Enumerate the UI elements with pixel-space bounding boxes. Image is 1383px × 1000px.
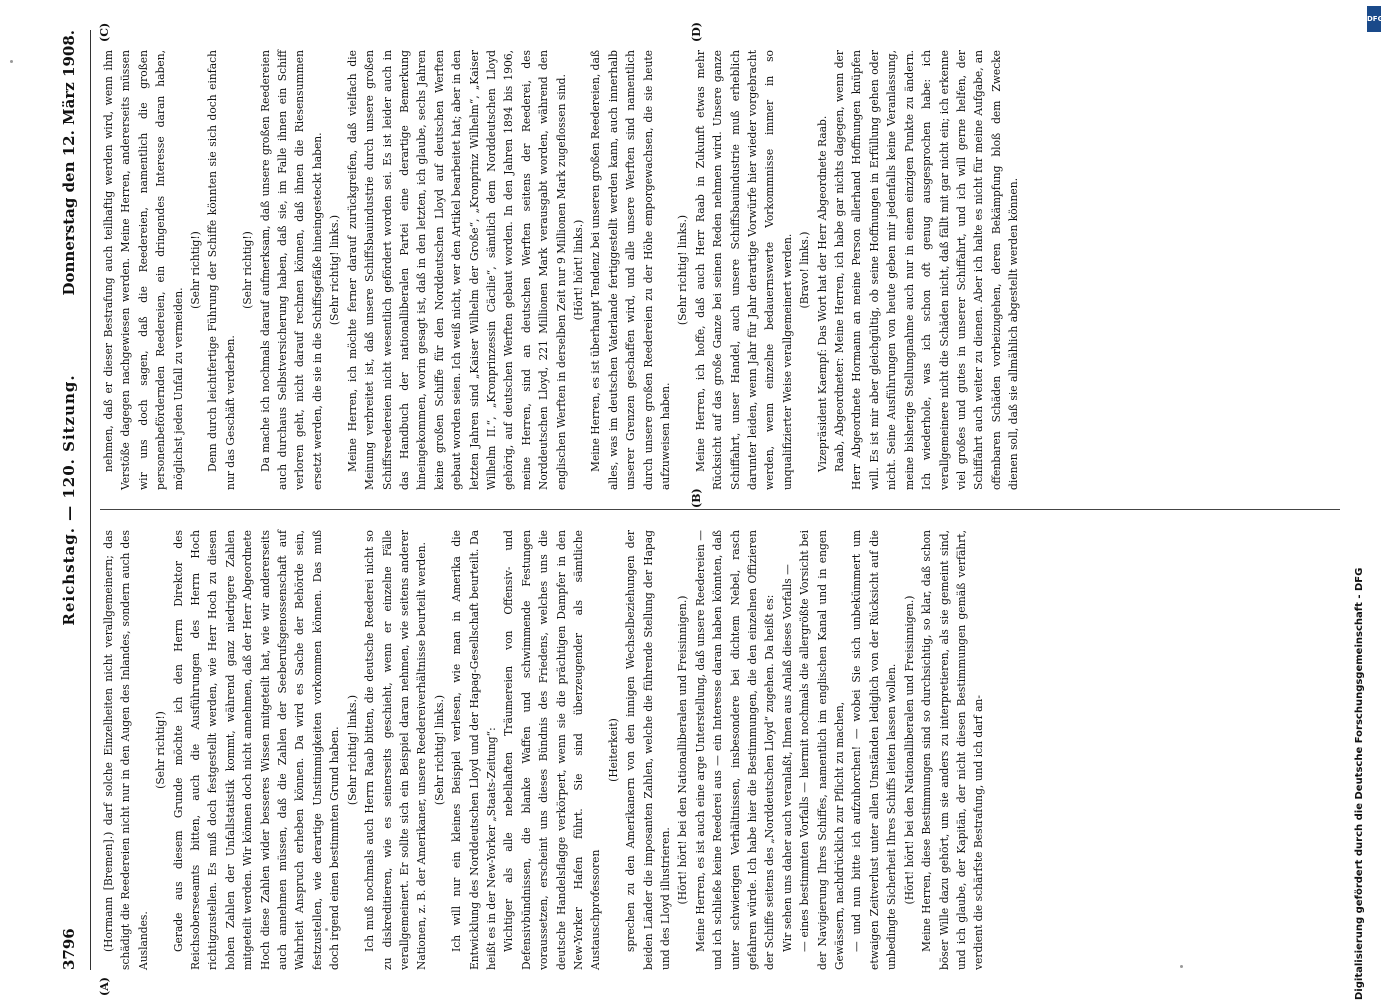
scan-speck: [325, 928, 328, 931]
digitization-footer: [1354, 10, 1376, 1000]
paragraph: — und nun bitte ich aufzuhorchen! — wobei Sie sich unbekümmert um etwaigen Zeitverlust unter allen Umständen lediglich von der Rücksicht auf die unbedingte Sicherheit Ihres Schiffs leiten lassen wollen.: [850, 530, 899, 970]
scan-speck: [10, 60, 13, 63]
interjection: (Sehr richtig! links.): [432, 694, 446, 806]
paragraph: (Hormann [Bremen].) darf solche Einzelheiten nicht verallgemeinern; das schädigt die Reedereien nicht nur in den Augen des Inlandes, sondern auch des Auslandes.: [102, 530, 150, 970]
interjection: (Bravo! links.): [798, 231, 812, 309]
interjection: (Sehr richtig!): [154, 711, 168, 789]
paragraph: Raab, Abgeordneter: Meine Herren, ich habe gar nichts dagegen, wenn der Herr Abgeordnete Hormann an meine Person allerhand Hoffnungen knüpfen will. Es ist mir aber gleichgültig, ob seine Hoffnungen in Erfüllung gehen oder nicht. Seine Ausführungen von heute geben mir jedenfalls keine Veranlassung, meine bisherige Stellungnahme auch nur in einem einzigen Punkte zu ändern. Ich wiederhole, was ich schon oft genug ausgesprochen habe: ich verallgemeinere nicht die Schäden nicht, daß fällt mit gar nicht ein; ich erkenne viel großes und gutes in unserer Schiffahrt, und ich will gerne helfen, der Schiffahrt auch weiter zu dienen. Aber ich halte es nicht für meine Aufgabe, an offenbaren Schäden vorbeizugehen, deren Bekämpfung bloß dem Zwecke dienen soll, daß sie allmählich abgestellt werden können.: [833, 50, 1021, 490]
interjection: (Sehr richtig! links.): [328, 214, 342, 326]
left-text-column: [100, 530, 1340, 970]
paragraph: Ich will nur ein kleines Beispiel verlesen, wie man in Amerika die Entwicklung des Norddeutschen Lloyd und der Hapag-Gesellschaft beurteilt. Da heißt es in der New-Yorker „Staats-Zeitung“:: [450, 530, 498, 970]
scan-speck: [1180, 965, 1183, 968]
paragraph: Denn durch leichtfertige Führung der Schiffe könnten sie sich doch einfach nur das Geschäft verderben.: [206, 50, 237, 490]
interjection: (Hört! hört! links.): [571, 219, 585, 321]
interjection: (Sehr richtig! links.): [345, 694, 359, 806]
margin-mark-c: (C): [98, 22, 111, 42]
interjection: (Heiterkeit): [606, 718, 620, 782]
paragraph: — eines bestimmten Vorfalls — hiermit nochmals die allergrößte Vorsicht bei der Navigierung Ihres Schiffes, namentlich im englischen Kanal und in engen Gewässern, nachdrücklich zur Pflicht zu machen,: [798, 530, 847, 970]
paragraph: Meine Herren, es ist überhaupt Tendenz bei unseren großen Reedereien, daß alles, was im deutschen Vaterlande fertiggestellt werden kann, auch innerhalb unserer Grenzen geschaffen wird, und alle unsere Werften sind namentlich durch unsere großen Reedereien zu der Höhe emporgewachsen, die sie heute aufzuweisen haben.: [589, 50, 672, 490]
interjection: (Sehr richtig!): [189, 231, 203, 309]
paragraph: Wir sehen uns daher auch veranlaßt, Ihnen aus Anlaß dieses Vorfalls —: [780, 564, 794, 952]
paragraph: Vizepräsident Kaempf: Das Wort hat der Herr Abgeordnete Raab.: [815, 115, 829, 472]
interjection: (Hört! hört! bei den Nationalliberalen und Freisinnigen.): [902, 595, 916, 905]
right-text-column: [100, 50, 1340, 490]
page-header: [50, 30, 91, 970]
interjection: (Sehr richtig!): [241, 231, 255, 309]
paragraph: Meine Herren, ich hoffe, daß auch Herr Raab in Zukunft etwas mehr Rücksicht auf das große Ganze bei seinen Reden nehmen wird. Unsere ganze Schiffahrt, unser Handel, auch unsere Schiffsbauindustrie muß erheblich darunter leiden, wenn Jahr für Jahr derartige Vorwürfe hier wieder vorgebracht werden, wenn einzelne bedauernswerte Vorkommnisse immer in so unqualifizierter Weise verallgemeinert werden.: [693, 50, 794, 490]
paragraph: Meine Herren, diese Bestimmungen sind so durchsichtig, so klar, daß schon böser Wille dazu gehört, um sie anders zu interpretieren, als sie gemeint sind, und ich glaube, der Kapitän, der nicht diesen Bestimmungen gemäß verfährt, verdient die schärfste Bestrafung, und ich darf an-: [920, 530, 986, 970]
margin-mark-a: (A): [98, 977, 111, 996]
paragraph: Ich muß nochmals auch Herrn Raab bitten, die deutsche Reederei nicht so zu diskreditieren, wie es seinerseits geschieht, wenn er einzelne Fälle verallgemeinert. Er sollte sich ein Beispiel daran nehmen, wie seitens anderer Nationen, z. B. der Amerikaner, unsere Reedereiverhältnisse beurteilt werden.: [363, 530, 429, 970]
paragraph: Wichtiger als alle nebelhaften Träumereien von Offensiv- und Defensivbündnissen, die blanke Waffen und schwimmende Festungen voraussetzen, erscheint uns dieses Bündnis des Friedens, welches uns die deutsche Handelsflagge verkörpert, wenn sie die prächtigen Dampfer in den New-Yorker Hafen führt. Sie sind überzeugender als sämtliche Austauschprofessoren: [502, 530, 603, 970]
margin-mark-b: (B): [690, 488, 703, 508]
column-divider: [100, 509, 1340, 510]
interjection: (Sehr richtig! links.): [676, 214, 690, 326]
interjection: (Hört! hört! bei den Nationalliberalen und Freisinnigen.): [676, 595, 690, 905]
session-date: Donnerstag den 12. März 1908.: [60, 30, 78, 296]
paragraph: Meine Herren, es ist auch eine arge Unterstellung, daß unsere Reedereien — und ich schließe keine Reederei aus — ein Interesse daran haben könnten, daß unter schwierigen Verhältnissen, insbesondere bei dichtem Nebel, rasch gefahren würde. Ich habe hier die Bestimmungen, die den einzelnen Offizieren der Schiffe seitens des „Norddeutschen Lloyd“ zugehen. Da heißt es:: [693, 530, 777, 970]
paragraph: sprechen zu den Amerikanern von den innigen Wechselbeziehungen der beiden Länder die imposanten Zahlen, welche die führende Stellung der Hapag und des Lloyd illustrieren.: [624, 530, 672, 970]
margin-mark-d: (D): [690, 22, 703, 42]
dfg-logo: DFG: [1367, 6, 1381, 32]
digitization-note: Digitalisierung gefördert durch die Deutsche Forschungsgemeinschaft - DFG: [1354, 567, 1365, 1000]
paragraph: Meine Herren, ich möchte ferner darauf zurückgreifen, daß vielfach die Meinung verbreitet ist, daß unsere Schiffsbauindustrie durch unsere großen Schiffsreedereien nicht wesentlich gefördert worden sei. Es ist leider auch in das Handbuch der nationalliberalen Partei eine derartige Bemerkung hineingekommen, worin gesagt ist, daß in den letzten, ich glaube, sechs Jahren keine großen Schiffe für den Norddeutschen Lloyd auf deutschen Werften gebaut worden seien. Ich weiß nicht, wer den Artikel bearbeitet hat; aber in den letzten Jahren sind „Kaiser Wilhelm der Große“, „Kronprinz Wilhelm“, „Kaiser Wilhelm II.“, „Kronprinzessin Cäcilie“, sämtlich dem Norddeutschen Lloyd gehörig, auf deutschen Werften gebaut worden. In den Jahren 1894 bis 1906, meine Herren, sind an deutschen Werften seitens der Reederei, des Norddeutschen Lloyd, 221 Millionen Mark verausgabt worden, während den englischen Werften in derselben Zeit nur 9 Millionen Mark zugeflossen sind.: [345, 50, 568, 490]
paragraph: Da mache ich nochmals darauf aufmerksam, daß unsere großen Reedereien auch durchaus Selbstversicherung haben, daß sie, im Falle ihnen ein Schiff verloren geht, nicht darauf rechnen können, daß ihnen die Riesensummen ersetzt werden, die sie in die Schiffsgefäße hineingesteckt haben.: [258, 50, 324, 490]
page-number: 3796: [60, 928, 78, 970]
page-title: Reichstag. — 120. Sitzung.: [60, 374, 78, 626]
paragraph: nehmen, daß er dieser Bestrafung auch teilhaftig werden wird, wenn ihm Verstöße dagegen nachgewiesen werden. Meine Herren, andererseits müssen wir uns doch sagen, daß die Reedereien, namentlich die großen personenbefördernden Reedereien, ein dringendes Interesse daran haben, möglichst jeden Unfall zu vermeiden.: [102, 50, 185, 490]
paragraph: Gerade aus diesem Grunde möchte ich den Herrn Direktor des Reichsoberseeamts bitten, auch die Ausführungen des Herrn Hoch richtigzustellen. Es muß doch festgestellt werden, wie Herr Hoch zu diesen hohen Zahlen der Unfallstatistik kommt, während ganz niedrigere Zahlen mitgeteilt werden. Wir können doch nicht annehmen, daß der Herr Abgeordnete Hoch diese Zahlen wider besseres Wissen mitgeteilt hat, wie wir andererseits auch annehmen müssen, daß die Zahlen der Seeberufsgenossenschaft auf Wahrheit Anspruch erheben können. Da wird es Sache der Behörde sein, festzustellen, wie derartige Unstimmigkeiten vorkommen können. Das muß doch irgend einen bestimmten Grund haben.: [171, 530, 342, 970]
document-page: [50, 22, 1350, 996]
